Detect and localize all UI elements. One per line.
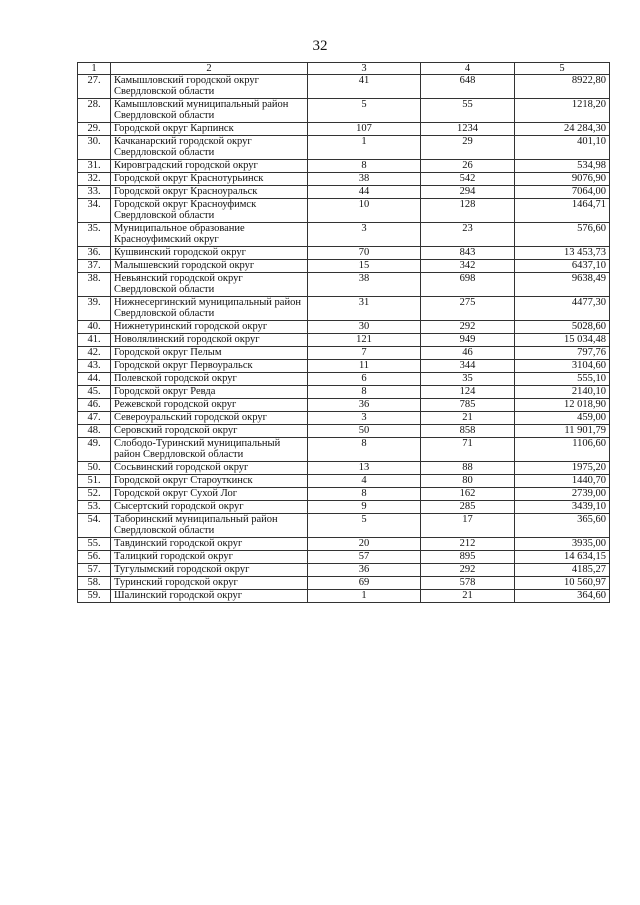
column-5-cell: 2739,00: [515, 488, 610, 501]
municipality-name-cell: Новолялинский городской округ: [111, 334, 308, 347]
column-5-cell: 1218,20: [515, 99, 610, 123]
column-3-cell: 36: [308, 399, 421, 412]
municipality-name-cell: Таборинский муниципальный район Свердловской области: [111, 514, 308, 538]
row-number-cell: 37.: [78, 260, 111, 273]
column-5-cell: 3104,60: [515, 360, 610, 373]
column-5-cell: 3439,10: [515, 501, 610, 514]
column-3-cell: 38: [308, 273, 421, 297]
municipality-name-cell: Невьянский городской округ Свердловской области: [111, 273, 308, 297]
column-3-cell: 8: [308, 438, 421, 462]
row-number-cell: 52.: [78, 488, 111, 501]
table-row: [78, 347, 610, 360]
column-3-cell: 11: [308, 360, 421, 373]
municipality-name-cell: Полевской городской округ: [111, 373, 308, 386]
table-row: [78, 412, 610, 425]
column-4-cell: 124: [421, 386, 515, 399]
column-4-cell: 292: [421, 564, 515, 577]
column-4-cell: 342: [421, 260, 515, 273]
table-row: [78, 186, 610, 199]
column-4-cell: 21: [421, 590, 515, 603]
municipality-name-cell: Нижнесергинский муниципальный район Свердловской области: [111, 297, 308, 321]
municipality-name-cell: Режевской городской округ: [111, 399, 308, 412]
column-header: 3: [308, 63, 421, 75]
row-number-cell: 57.: [78, 564, 111, 577]
column-4-cell: 80: [421, 475, 515, 488]
table-row: [78, 564, 610, 577]
column-5-cell: 364,60: [515, 590, 610, 603]
column-3-cell: 8: [308, 488, 421, 501]
column-4-cell: 895: [421, 551, 515, 564]
column-3-cell: 7: [308, 347, 421, 360]
column-4-cell: 698: [421, 273, 515, 297]
municipality-name-cell: Нижнетуринский городской округ: [111, 321, 308, 334]
column-3-cell: 1: [308, 590, 421, 603]
table-row: [78, 538, 610, 551]
column-5-cell: 13 453,73: [515, 247, 610, 260]
column-5-cell: 11 901,79: [515, 425, 610, 438]
row-number-cell: 56.: [78, 551, 111, 564]
column-3-cell: 121: [308, 334, 421, 347]
municipality-name-cell: Слободо-Туринский муниципальный район Свердловской области: [111, 438, 308, 462]
column-3-cell: 15: [308, 260, 421, 273]
table-row: [78, 501, 610, 514]
municipality-name-cell: Городской округ Староуткинск: [111, 475, 308, 488]
table-row: [78, 260, 610, 273]
column-4-cell: 294: [421, 186, 515, 199]
column-3-cell: 38: [308, 173, 421, 186]
column-5-cell: 365,60: [515, 514, 610, 538]
municipality-name-cell: Городской округ Сухой Лог: [111, 488, 308, 501]
column-3-cell: 10: [308, 199, 421, 223]
row-number-cell: 44.: [78, 373, 111, 386]
table-row: [78, 160, 610, 173]
row-number-cell: 28.: [78, 99, 111, 123]
municipality-name-cell: Камышловский городской округ Свердловской области: [111, 75, 308, 99]
row-number-cell: 48.: [78, 425, 111, 438]
column-3-cell: 13: [308, 462, 421, 475]
column-3-cell: 8: [308, 386, 421, 399]
column-3-cell: 8: [308, 160, 421, 173]
column-4-cell: 35: [421, 373, 515, 386]
row-number-cell: 49.: [78, 438, 111, 462]
column-3-cell: 30: [308, 321, 421, 334]
municipality-name-cell: Городской округ Краснотурьинск: [111, 173, 308, 186]
column-4-cell: 128: [421, 199, 515, 223]
municipality-name-cell: Шалинский городской округ: [111, 590, 308, 603]
column-3-cell: 1: [308, 136, 421, 160]
column-3-cell: 107: [308, 123, 421, 136]
column-5-cell: 14 634,15: [515, 551, 610, 564]
column-5-cell: 459,00: [515, 412, 610, 425]
column-4-cell: 55: [421, 99, 515, 123]
column-4-cell: 162: [421, 488, 515, 501]
column-4-cell: 949: [421, 334, 515, 347]
row-number-cell: 54.: [78, 514, 111, 538]
column-3-cell: 6: [308, 373, 421, 386]
municipality-name-cell: Качканарский городской округ Свердловской области: [111, 136, 308, 160]
column-4-cell: 212: [421, 538, 515, 551]
municipality-name-cell: Сысертский городской округ: [111, 501, 308, 514]
municipality-name-cell: Сосьвинский городской округ: [111, 462, 308, 475]
column-5-cell: 8922,80: [515, 75, 610, 99]
municipality-name-cell: Городской округ Карпинск: [111, 123, 308, 136]
table-row: [78, 373, 610, 386]
column-5-cell: 9638,49: [515, 273, 610, 297]
row-number-cell: 50.: [78, 462, 111, 475]
table-row: [78, 462, 610, 475]
table-row: [78, 386, 610, 399]
column-5-cell: 2140,10: [515, 386, 610, 399]
municipality-name-cell: Кушвинский городской округ: [111, 247, 308, 260]
column-5-cell: 3935,00: [515, 538, 610, 551]
table-header: [78, 63, 610, 75]
column-3-cell: 4: [308, 475, 421, 488]
row-number-cell: 27.: [78, 75, 111, 99]
table-row: [78, 199, 610, 223]
table-row: [78, 297, 610, 321]
row-number-cell: 46.: [78, 399, 111, 412]
row-number-cell: 40.: [78, 321, 111, 334]
table-row: [78, 551, 610, 564]
row-number-cell: 41.: [78, 334, 111, 347]
column-3-cell: 70: [308, 247, 421, 260]
column-5-cell: 534,98: [515, 160, 610, 173]
row-number-cell: 31.: [78, 160, 111, 173]
column-4-cell: 21: [421, 412, 515, 425]
table-body: [78, 75, 610, 603]
column-4-cell: 46: [421, 347, 515, 360]
municipality-name-cell: Городской округ Первоуральск: [111, 360, 308, 373]
column-5-cell: 24 284,30: [515, 123, 610, 136]
table-row: [78, 334, 610, 347]
data-table: [77, 62, 610, 603]
column-4-cell: 71: [421, 438, 515, 462]
table-row: [78, 223, 610, 247]
row-number-cell: 32.: [78, 173, 111, 186]
column-header: 4: [421, 63, 515, 75]
row-number-cell: 43.: [78, 360, 111, 373]
municipality-name-cell: Североуральский городской округ: [111, 412, 308, 425]
table-row: [78, 475, 610, 488]
column-4-cell: 843: [421, 247, 515, 260]
column-3-cell: 31: [308, 297, 421, 321]
column-5-cell: 10 560,97: [515, 577, 610, 590]
row-number-cell: 55.: [78, 538, 111, 551]
column-4-cell: 542: [421, 173, 515, 186]
table-row: [78, 247, 610, 260]
column-4-cell: 23: [421, 223, 515, 247]
column-4-cell: 275: [421, 297, 515, 321]
column-5-cell: 6437,10: [515, 260, 610, 273]
column-5-cell: 9076,90: [515, 173, 610, 186]
column-4-cell: 858: [421, 425, 515, 438]
column-3-cell: 41: [308, 75, 421, 99]
row-number-cell: 58.: [78, 577, 111, 590]
column-4-cell: 26: [421, 160, 515, 173]
column-3-cell: 3: [308, 223, 421, 247]
column-5-cell: 1975,20: [515, 462, 610, 475]
column-4-cell: 29: [421, 136, 515, 160]
column-5-cell: 7064,00: [515, 186, 610, 199]
column-header: 5: [515, 63, 610, 75]
row-number-cell: 38.: [78, 273, 111, 297]
row-number-cell: 47.: [78, 412, 111, 425]
column-5-cell: 555,10: [515, 373, 610, 386]
column-3-cell: 3: [308, 412, 421, 425]
column-3-cell: 69: [308, 577, 421, 590]
column-5-cell: 401,10: [515, 136, 610, 160]
municipality-name-cell: Городской округ Красноуфимск Свердловской области: [111, 199, 308, 223]
municipality-name-cell: Тугулымский городской округ: [111, 564, 308, 577]
table-row: [78, 425, 610, 438]
table-row: [78, 75, 610, 99]
page-number: 32: [312, 38, 328, 54]
row-number-cell: 35.: [78, 223, 111, 247]
row-number-cell: 33.: [78, 186, 111, 199]
table-row: [78, 360, 610, 373]
column-header: 2: [111, 63, 308, 75]
municipality-name-cell: Камышловский муниципальный район Свердловской области: [111, 99, 308, 123]
column-5-cell: 12 018,90: [515, 399, 610, 412]
column-4-cell: 648: [421, 75, 515, 99]
column-4-cell: 17: [421, 514, 515, 538]
column-5-cell: 576,60: [515, 223, 610, 247]
column-3-cell: 36: [308, 564, 421, 577]
column-3-cell: 5: [308, 514, 421, 538]
row-number-cell: 34.: [78, 199, 111, 223]
column-4-cell: 285: [421, 501, 515, 514]
municipality-name-cell: Малышевский городской округ: [111, 260, 308, 273]
column-4-cell: 88: [421, 462, 515, 475]
row-number-cell: 53.: [78, 501, 111, 514]
column-3-cell: 20: [308, 538, 421, 551]
table-row: [78, 590, 610, 603]
table-row: [78, 136, 610, 160]
column-5-cell: 4185,27: [515, 564, 610, 577]
row-number-cell: 59.: [78, 590, 111, 603]
row-number-cell: 45.: [78, 386, 111, 399]
column-3-cell: 57: [308, 551, 421, 564]
table-row: [78, 321, 610, 334]
column-5-cell: 4477,30: [515, 297, 610, 321]
table-row: [78, 123, 610, 136]
table-row: [78, 273, 610, 297]
row-number-cell: 36.: [78, 247, 111, 260]
column-5-cell: 15 034,48: [515, 334, 610, 347]
column-5-cell: 1440,70: [515, 475, 610, 488]
municipality-name-cell: Муниципальное образование Красноуфимский округ: [111, 223, 308, 247]
table-row: [78, 399, 610, 412]
column-3-cell: 44: [308, 186, 421, 199]
column-5-cell: 1464,71: [515, 199, 610, 223]
municipality-name-cell: Талицкий городской округ: [111, 551, 308, 564]
table-row: [78, 488, 610, 501]
municipality-name-cell: Серовский городской округ: [111, 425, 308, 438]
table-row: [78, 173, 610, 186]
table-row: [78, 99, 610, 123]
municipality-name-cell: Туринский городской округ: [111, 577, 308, 590]
column-5-cell: 5028,60: [515, 321, 610, 334]
row-number-cell: 29.: [78, 123, 111, 136]
row-number-cell: 51.: [78, 475, 111, 488]
municipality-name-cell: Городской округ Красноуральск: [111, 186, 308, 199]
column-3-cell: 5: [308, 99, 421, 123]
table-row: [78, 514, 610, 538]
column-4-cell: 1234: [421, 123, 515, 136]
municipality-name-cell: Тавдинский городской округ: [111, 538, 308, 551]
row-number-cell: 39.: [78, 297, 111, 321]
column-3-cell: 50: [308, 425, 421, 438]
municipality-name-cell: Городской округ Пелым: [111, 347, 308, 360]
column-4-cell: 785: [421, 399, 515, 412]
column-4-cell: 344: [421, 360, 515, 373]
column-4-cell: 578: [421, 577, 515, 590]
table-row: [78, 438, 610, 462]
municipality-name-cell: Кировградский городской округ: [111, 160, 308, 173]
row-number-cell: 42.: [78, 347, 111, 360]
column-5-cell: 797,76: [515, 347, 610, 360]
column-3-cell: 9: [308, 501, 421, 514]
municipality-name-cell: Городской округ Ревда: [111, 386, 308, 399]
column-4-cell: 292: [421, 321, 515, 334]
table-row: [78, 577, 610, 590]
column-header: 1: [78, 63, 111, 75]
row-number-cell: 30.: [78, 136, 111, 160]
column-5-cell: 1106,60: [515, 438, 610, 462]
